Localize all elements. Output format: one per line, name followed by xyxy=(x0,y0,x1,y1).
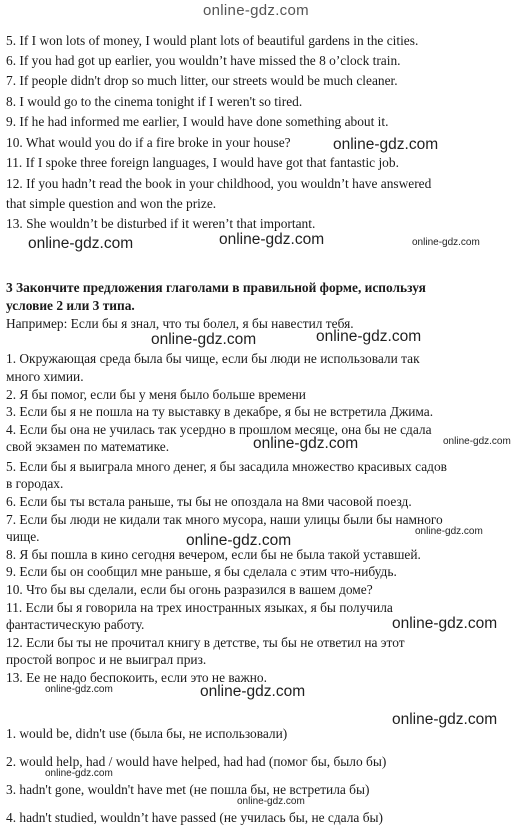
watermark: online-gdz.com xyxy=(253,435,359,452)
english-line: 6. If you had got up earlier, you wouldn’t have missed the 8 o’clock train. xyxy=(6,53,401,68)
russian-line: 1. Окружающая среда была бы чище, если бы люди не использовали так xyxy=(6,351,420,366)
watermark: online-gdz.com xyxy=(200,683,306,700)
russian-line: 13. Ее не надо беспокоить, если это не важно. xyxy=(6,670,267,685)
english-line: 8. I would go to the cinema tonight if I weren't so tired. xyxy=(6,94,303,109)
russian-line: 7. Если бы люди не кидали так много мусора, наши улицы были бы намного xyxy=(6,512,443,527)
russian-line: в городах. xyxy=(6,476,64,491)
watermark: online-gdz.com xyxy=(333,136,439,153)
watermark: online-gdz.com xyxy=(237,796,305,807)
watermark: online-gdz.com xyxy=(392,615,498,632)
watermark: online-gdz.com xyxy=(45,768,113,779)
watermark: online-gdz.com xyxy=(151,331,257,348)
russian-line: фантастическую работу. xyxy=(6,617,145,632)
watermark: online-gdz.com xyxy=(316,328,422,345)
russian-line: 10. Что бы вы сделали, если бы огонь разразился в вашем доме? xyxy=(6,582,373,597)
english-line: 10. What would you do if a fire broke in your house? xyxy=(6,135,291,150)
watermark-top: online-gdz.com xyxy=(203,2,309,19)
english-line: 7. If people didn't drop so much litter, our streets would be much cleaner. xyxy=(6,73,398,88)
task-heading-cont: условие 2 или 3 типа. xyxy=(6,298,135,313)
russian-line: 6. Если бы ты встала раньше, ты бы не опоздала на 8ми часовой поезд. xyxy=(6,494,412,509)
watermark: online-gdz.com xyxy=(186,532,292,549)
russian-line: простой вопрос и не выиграл приз. xyxy=(6,652,207,667)
answer-line: 4. hadn't studied, wouldn’t have passed (не училась бы, не сдала бы) xyxy=(6,810,383,825)
english-line: 11. If I spoke three foreign languages, I would have got that fantastic job. xyxy=(6,155,399,170)
watermark: online-gdz.com xyxy=(443,436,511,447)
english-line: 5. If I won lots of money, I would plant lots of beautiful gardens in the cities. xyxy=(6,33,419,48)
russian-line: 11. Если бы я говорила на трех иностранных языках, я бы получила xyxy=(6,600,393,615)
watermark: online-gdz.com xyxy=(392,711,498,728)
russian-line: 3. Если бы я не пошла на ту выставку в декабре, я бы не встретила Джима. xyxy=(6,404,434,419)
english-line: that simple question and won the prize. xyxy=(6,196,217,211)
english-line: 9. If he had informed me earlier, I would have done something about it. xyxy=(6,114,389,129)
watermark: online-gdz.com xyxy=(28,235,134,252)
answer-line: 3. hadn't gone, wouldn't have met (не пошла бы, не встретила бы) xyxy=(6,782,370,797)
russian-line: 12. Если бы ты не прочитал книгу в детстве, ты бы не ответил на этот xyxy=(6,635,405,650)
russian-line: чище. xyxy=(6,529,40,544)
answer-line: 2. would help, had / would have helped, had had (помог бы, было бы) xyxy=(6,754,387,769)
russian-line: 5. Если бы я выиграла много денег, я бы засадила множество красивых садов xyxy=(6,459,447,474)
watermark: online-gdz.com xyxy=(412,237,480,248)
watermark: online-gdz.com xyxy=(45,684,113,695)
russian-line: много химии. xyxy=(6,369,84,384)
answer-line: 1. would be, didn't use (была бы, не использовали) xyxy=(6,726,288,741)
russian-line: свой экзамен по математике. xyxy=(6,439,170,454)
russian-line: 2. Я бы помог, если бы у меня было больше времени xyxy=(6,387,306,402)
english-line: 13. She wouldn’t be disturbed if it weren’t that important. xyxy=(6,216,316,231)
english-line: 12. If you hadn’t read the book in your childhood, you wouldn’t have answered xyxy=(6,176,432,191)
russian-line: 8. Я бы пошла в кино сегодня вечером, если бы не была такой уставшей. xyxy=(6,547,421,562)
russian-line: 9. Если бы он сообщил мне раньше, я бы сделала с этим что-нибудь. xyxy=(6,564,397,579)
task-example: Например: Если бы я знал, что ты болел, я бы навестил тебя. xyxy=(6,316,354,331)
task-heading: 3 Закончите предложения глаголами в правильной форме, используя xyxy=(6,280,426,295)
russian-line: 4. Если бы она не училась так усердно в прошлом месяце, она бы не сдала xyxy=(6,422,432,437)
watermark: online-gdz.com xyxy=(219,231,325,248)
watermark: online-gdz.com xyxy=(415,526,483,537)
